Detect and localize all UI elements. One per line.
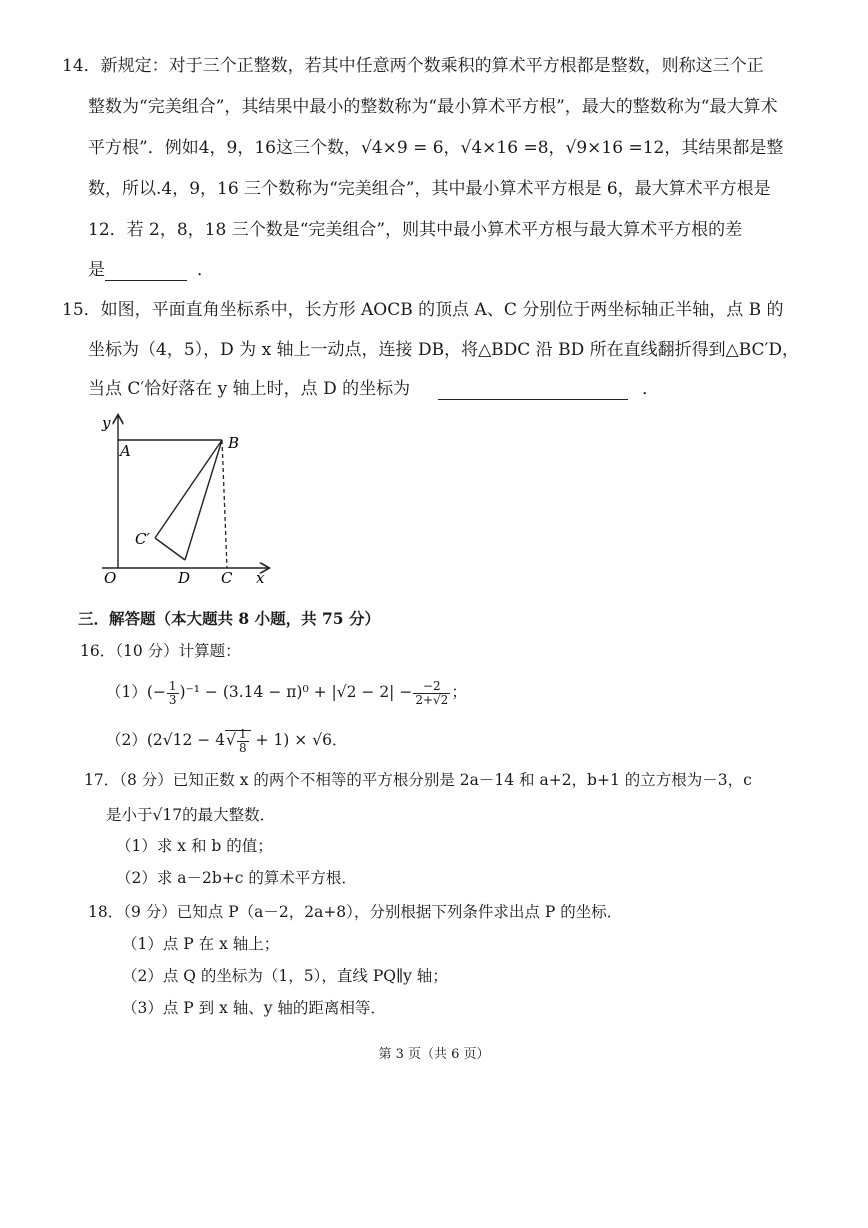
q15-answer-suffix: ．	[642, 379, 660, 399]
page-footer: 第 3 页（共 6 页）	[378, 1047, 490, 1062]
segment-bd	[185, 440, 222, 560]
label-b: B	[228, 434, 240, 452]
q16-p1-end: ；	[451, 683, 467, 701]
q16-p2-pre: （2）(2√12 − 4	[106, 731, 226, 749]
q17-sub-1: （1）求 x 和 b 的值；	[116, 837, 273, 855]
q18-sub-2: （2）点 Q 的坐标为（1，5），直线 PQ∥y 轴；	[122, 967, 448, 985]
q18-line-1: 18．（9 分）已知点 P（a－2，2a+8），分别根据下列条件求出点 P 的坐标．	[88, 903, 623, 921]
segment-bc1	[155, 440, 222, 538]
q15-line-2: 坐标为（4，5），D 为 x 轴上一动点，连接 DB，将△BDC 沿 BD 所在直线翻折得到△BC′D，	[88, 340, 800, 360]
q14-line-5: 12．若 2，8，18 三个数是“完美组合”，则其中最小算术平方根与最大算术平方根的差	[88, 220, 743, 240]
q16-part-2	[106, 724, 347, 756]
label-y: y	[102, 414, 111, 432]
q14-answer-prefix: 是	[88, 260, 105, 280]
label-o: O	[104, 569, 117, 587]
q14-line-2: 整数为“完美组合”，其结果中最小的整数称为“最小算术平方根”，最大的整数称为“最大算术	[88, 97, 778, 117]
label-a: A	[120, 442, 131, 460]
q15-line-3	[88, 378, 659, 400]
q16-p1-frac2: $\frac{-2}{2+√2}$	[415, 678, 449, 707]
q16-p2-sqrt: √ $\frac{1}{8}$	[225, 730, 251, 749]
q16-part-1	[106, 676, 467, 708]
q15-answer-prefix: 当点 C′恰好落在 y 轴上时，点 D 的坐标为	[88, 379, 411, 399]
q18-sub-3: （3）点 P 到 x 轴、y 轴的距离相等．	[122, 999, 386, 1017]
q16-p1-mid: )⁻¹ − (3.14 − π)⁰ + |√2 − 2| −	[179, 683, 413, 701]
q17-line-1: 17．（8 分）已知正数 x 的两个不相等的平方根分别是 2a－14 和 a+2，b+1 的立方根为－3，c	[84, 771, 752, 789]
q15-coordinate-figure	[90, 408, 280, 588]
label-d: D	[178, 569, 191, 587]
q16-p1-frac: $\frac{1}{3}$	[168, 678, 177, 707]
q14-line-4: 数，所以.4，9，16 三个数称为“完美组合”，其中最小算术平方根是 6，最大算术平方根是	[88, 179, 771, 199]
q18-sub-1: （1）点 P 在 x 轴上；	[122, 935, 280, 953]
label-x: x	[256, 569, 265, 587]
label-c-prime: C′	[135, 530, 150, 548]
q17-sub-2: （2）求 a－2b+c 的算术平方根．	[116, 869, 357, 887]
q15-answer-blank[interactable]	[438, 381, 628, 400]
q14-answer-blank[interactable]	[105, 262, 187, 281]
q15-line-1: 15．如图，平面直角坐标系中，长方形 AOCB 的顶点 A、C 分别位于两坐标轴正半轴，点 B 的	[62, 300, 784, 320]
segment-c1d	[155, 538, 185, 560]
q16-p2-end: + 1) × √6．	[250, 731, 348, 749]
q16-title: 16．（10 分）计算题：	[80, 642, 241, 660]
section-3-heading: 三．解答题（本大题共 8 小题，共 75 分）	[78, 609, 380, 628]
q14-line-3: 平方根”．例如4，9，16这三个数，√4×9 = 6，√4×16 =8，√9×16 =12，其结果都是整	[88, 138, 784, 158]
segment-bc-dashed	[222, 440, 227, 568]
label-c: C	[221, 569, 233, 587]
q14-line-1: 14．新规定：对于三个正整数，若其中任意两个数乘积的算术平方根都是整数，则称这三个正	[62, 56, 764, 76]
q16-p1-pre: （1）(−	[106, 683, 166, 701]
q14-line-6	[88, 259, 214, 281]
q17-line-2: 是小于√17的最大整数．	[106, 806, 276, 824]
q14-answer-suffix: ．	[197, 260, 214, 280]
